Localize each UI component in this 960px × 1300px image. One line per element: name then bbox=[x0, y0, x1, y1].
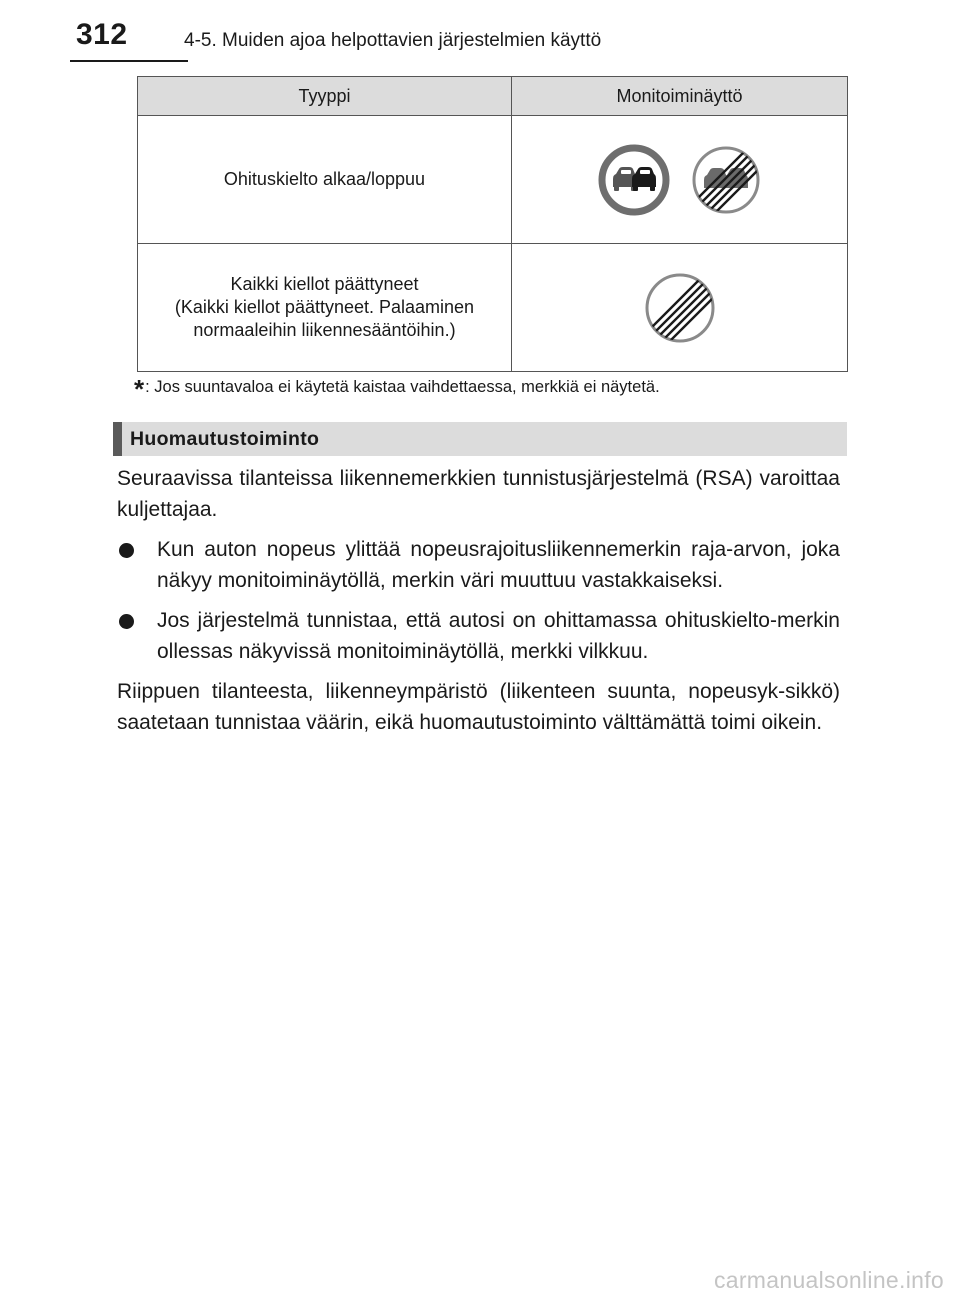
type-label-line: Kaikki kiellot päättyneet bbox=[230, 274, 419, 294]
display-cell bbox=[512, 116, 848, 244]
type-cell bbox=[138, 116, 512, 244]
closing-paragraph: Riippuen tilanteesta, liikenneympäristö (liikenteen suunta, nopeusyk-sikkö) saatetaan tunnistaa väärin, eikä huomautustoiminto välttämättä toimi oikein. bbox=[117, 680, 840, 734]
section-heading bbox=[113, 422, 847, 456]
table-row bbox=[138, 244, 848, 372]
intro-paragraph: Seuraavissa tilanteissa liikennemerkkien tunnistusjärjestelmä (RSA) varoittaa kuljettajaa. bbox=[117, 467, 840, 521]
table-header-row bbox=[138, 77, 848, 116]
type-cell bbox=[138, 244, 512, 372]
section-heading-text: Huomautustoiminto bbox=[130, 427, 320, 450]
display-cell bbox=[512, 244, 848, 372]
type-label: Ohituskielto alkaa/loppuu bbox=[223, 169, 426, 189]
body-text bbox=[117, 463, 840, 747]
bullet-dot-icon bbox=[119, 543, 134, 558]
bullet-item bbox=[117, 605, 840, 667]
end-no-overtaking-sign-icon bbox=[690, 144, 762, 216]
footnote-text: : Jos suuntavaloa ei käytetä kaistaa vaihdettaessa, merkkiä ei näytetä. bbox=[145, 378, 660, 396]
sign-table bbox=[137, 76, 848, 372]
bullet-text: Jos järjestelmä tunnistaa, että autosi on ohittamassa ohituskielto-merkin ollessas näkyvissä monitoiminäytöllä, merkki vilkkuu. bbox=[157, 609, 840, 663]
column-header-type: Tyyppi bbox=[138, 77, 512, 116]
table-row bbox=[138, 116, 848, 244]
bullet-text: Kun auton nopeus ylittää nopeusrajoitusliikennemerkin raja-arvon, joka näkyy monitoiminäytöllä, merkin väri muuttuu vastakkaiseksi. bbox=[157, 538, 840, 592]
footnote bbox=[134, 368, 660, 404]
end-all-restrictions-sign-icon bbox=[643, 271, 717, 345]
bullet-item bbox=[117, 534, 840, 596]
type-label-line: (Kaikki kiellot päättyneet. Palaaminen bbox=[174, 297, 475, 317]
page-number: 312 bbox=[76, 18, 128, 51]
heading-bar bbox=[113, 422, 122, 456]
watermark: carmanualsonline.info bbox=[713, 1267, 944, 1293]
footnote-marker: * bbox=[134, 374, 145, 404]
column-header-display: Monitoiminäyttö bbox=[512, 77, 848, 116]
bullet-dot-icon bbox=[119, 614, 134, 629]
header-rule bbox=[70, 60, 188, 62]
no-overtaking-sign-icon bbox=[598, 144, 670, 216]
type-label-line: normaaleihin liikennesääntöihin.) bbox=[193, 320, 456, 340]
running-header: 4-5. Muiden ajoa helpottavien järjestelmien käyttö bbox=[184, 30, 602, 51]
